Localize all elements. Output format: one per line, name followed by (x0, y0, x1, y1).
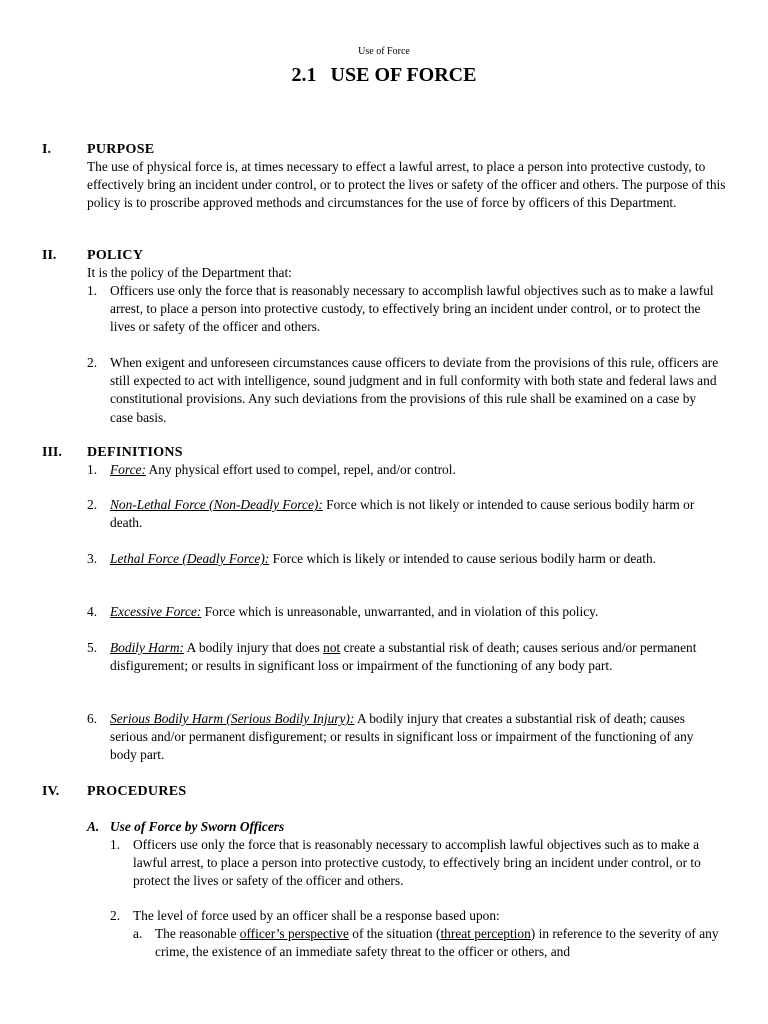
item-text: Officers use only the force that is reasonably necessary to accomplish lawful objectives such as to make a lawful arrest, to place a person into protective custody, to effectively bring an incident under control, or to protect the lives or safety of the officer and others. (110, 283, 714, 335)
section-number: 2.1 (291, 64, 317, 86)
section-roman-definitions: III. (42, 445, 62, 460)
item-emphasis: threat perception (440, 926, 531, 941)
definition-term: Lethal Force (Deadly Force): (110, 551, 270, 566)
item-number: 2. (87, 497, 98, 512)
definition-text: A bodily injury that does (184, 640, 324, 655)
definition-item (87, 603, 727, 623)
title-text: USE OF FORCE (330, 64, 477, 86)
definition-term: Non-Lethal Force (Non-Deadly Force): (110, 497, 323, 512)
definition-text: create a substantial risk of death; causes serious and/or permanent disfigurement; or results in significant loss or impairment of the functioning of any body part. (110, 640, 697, 674)
section-heading-procedures: PROCEDURES (87, 784, 187, 799)
definition-term: Bodily Harm: (110, 640, 185, 655)
section-heading-policy: POLICY (87, 248, 144, 263)
definition-term: Serious Bodily Harm (Serious Bodily Injury): (110, 711, 355, 726)
purpose-paragraph: The use of physical force is, at times necessary to effect a lawful arrest, to place a person into protective custody, to effectively bring an incident under control, or to protect the lives or safety of the officer and others. The purpose of this policy is to proscribe approved methods and circumstances for the use of force by officers of this Department. (87, 159, 726, 211)
section-heading-purpose: PURPOSE (87, 142, 155, 157)
definition-item (87, 461, 727, 481)
item-number: 1. (87, 283, 98, 298)
definition-item (87, 496, 727, 534)
policy-item (87, 354, 727, 428)
definition-text: Force which is unreasonable, unwarranted, and in violation of this policy. (201, 604, 599, 619)
definition-text: Force which is likely or intended to cause serious bodily harm or death. (269, 551, 657, 566)
definition-text: A bodily injury that creates a substantial risk of death; causes serious and/or permanent disfigurement; or results in significant loss or impairment of the functioning of any body part. (110, 711, 694, 763)
definition-text: Any physical effort used to compel, repel, and/or control. (145, 462, 456, 477)
item-number: 2. (110, 908, 121, 923)
subsection-title: Use of Force by Sworn Officers (110, 819, 285, 834)
definition-item (87, 550, 727, 588)
definition-term: Force: (110, 462, 146, 477)
subsection-heading (87, 818, 284, 836)
running-header: Use of Force (358, 46, 410, 57)
item-number: 3. (87, 551, 98, 566)
item-number: 6. (87, 711, 98, 726)
item-text: The reasonable (155, 926, 240, 941)
item-text: When exigent and unforeseen circumstances cause officers to deviate from the provisions of this rule, officers are still expected to act with intelligence, sound judgment and in full conformity with both state and federal laws and constitutional provisions. Any such deviations from the provisions of this rule shall be examined on a case by case basis. (110, 355, 719, 425)
definition-item (87, 710, 727, 766)
item-text: ) in reference to the severity of any crime, the existence of an immediate safety threat to the officer or others, and (155, 926, 719, 960)
section-roman-procedures: IV. (42, 784, 60, 799)
definition-text: Force which is not likely or intended to cause serious bodily harm or death. (110, 497, 695, 531)
item-number: 1. (110, 837, 121, 852)
item-emphasis: officer’s perspective (239, 926, 349, 941)
item-text: of the situation ( (348, 926, 441, 941)
definition-term: Excessive Force: (110, 604, 202, 619)
section-roman-policy: II. (42, 248, 57, 263)
procedure-item (110, 907, 727, 927)
policy-item (87, 282, 727, 338)
page-title (0, 62, 768, 88)
item-number: 1. (87, 462, 98, 477)
procedure-item (110, 836, 727, 892)
item-text: Officers use only the force that is reasonably necessary to accomplish lawful objectives such as to make a lawful arrest, to place a person into protective custody, to effectively bring an incident under control, or to protect the lives or safety of the officer and others. (133, 837, 701, 889)
section-heading-definitions: DEFINITIONS (87, 445, 183, 460)
policy-intro: It is the policy of the Department that: (87, 265, 292, 280)
definition-emphasis: not (323, 640, 341, 655)
section-roman-purpose: I. (42, 142, 51, 157)
item-letter: a. (133, 926, 143, 941)
item-text: The level of force used by an officer shall be a response based upon: (133, 908, 500, 923)
item-number: 4. (87, 604, 98, 619)
item-number: 2. (87, 355, 98, 370)
procedure-subitem (133, 925, 727, 965)
definition-item (87, 639, 727, 695)
subsection-letter: A. (87, 819, 100, 834)
item-number: 5. (87, 640, 98, 655)
